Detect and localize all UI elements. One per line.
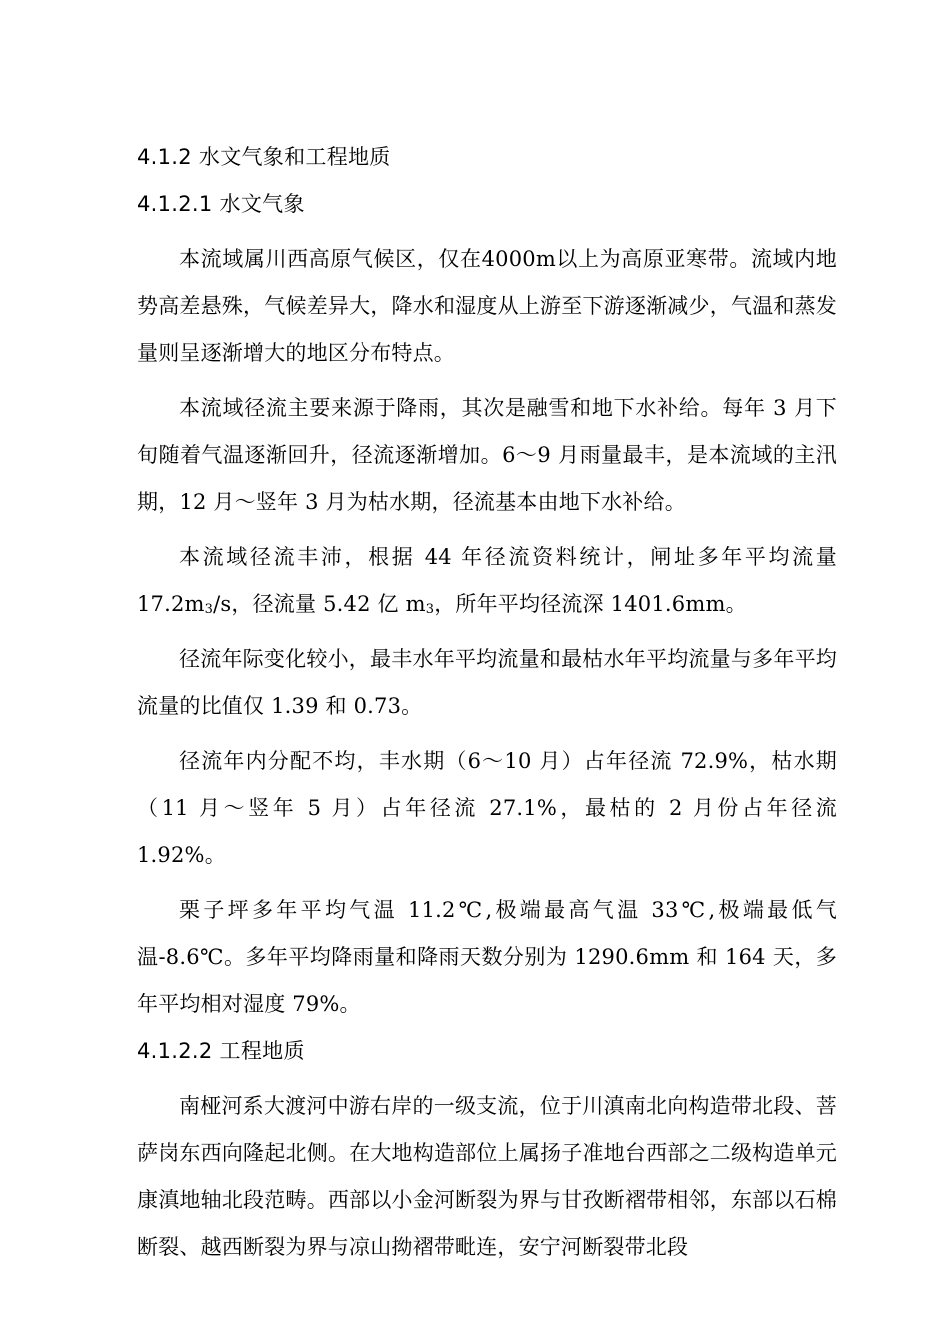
unit-superscript: 3 [204,602,214,617]
section-heading: 4.1.2 水文气象和工程地质 [137,145,391,169]
unit-superscript: 3 [425,602,435,617]
paragraph-interannual-variation: 径流年际变化较小，最丰水年平均流量和最枯水年平均流量与多年平均流量的比值仅 1.39 和 0.73。 [137,647,837,718]
document-body [137,142,837,1279]
paragraph-temperature-rainfall: 栗子坪多年平均气温 11.2℃,极端最高气温 33℃,极端最低气温-8.6℃。多年平均降雨量和降雨天数分别为 1290.6mm 和 164 天，多年平均相对湿度 79%。 [137,898,837,1016]
subsection-heading-hydrology: 4.1.2.1 水文气象 [137,192,305,216]
paragraph-seasonal-distribution: 径流年内分配不均，丰水期（6～10 月）占年径流 72.9%，枯水期（11 月～竖年 5 月）占年径流 27.1%，最枯的 2 月份占年径流 1.92%。 [137,749,837,867]
paragraph-runoff-volume: 本流域径流丰沛，根据 44 年径流资料统计，闸址多年平均流量 $17.2m_3/s$，径流量 5.42 亿 $m_3$，所年平均径流深 1401.6mm。 [137,545,837,617]
paragraph-climate-zone: 本流域属川西高原气候区，仅在4000m以上为高原亚寒带。流域内地势高差悬殊，气候差异大，降水和湿度从上游至下游逐渐减少，气温和蒸发量则呈逐渐增大的地区分布特点。 [137,247,837,365]
paragraph-geologic-setting: 南桠河系大渡河中游右岸的一级支流，位于川滇南北向构造带北段、菩萨岗东西向隆起北侧。在大地构造部位上属扬子准地台西部之二级构造单元康滇地轴北段范畴。西部以小金河断裂为界与甘孜断褶带相邻，东部以石棉断裂、越西断裂为界与凉山拗褶带毗连，安宁河断裂带北段 [137,1094,837,1259]
paragraph-runoff-source: 本流域径流主要来源于降雨，其次是融雪和地下水补给。每年 3 月下旬随着气温逐渐回升，径流逐渐增加。6～9 月雨量最丰，是本流域的主汛期，12 月～竖年 3 月为枯水期，径流基本由地下水补给。 [137,396,837,514]
subsection-heading-geology: 4.1.2.2 工程地质 [137,1039,305,1063]
